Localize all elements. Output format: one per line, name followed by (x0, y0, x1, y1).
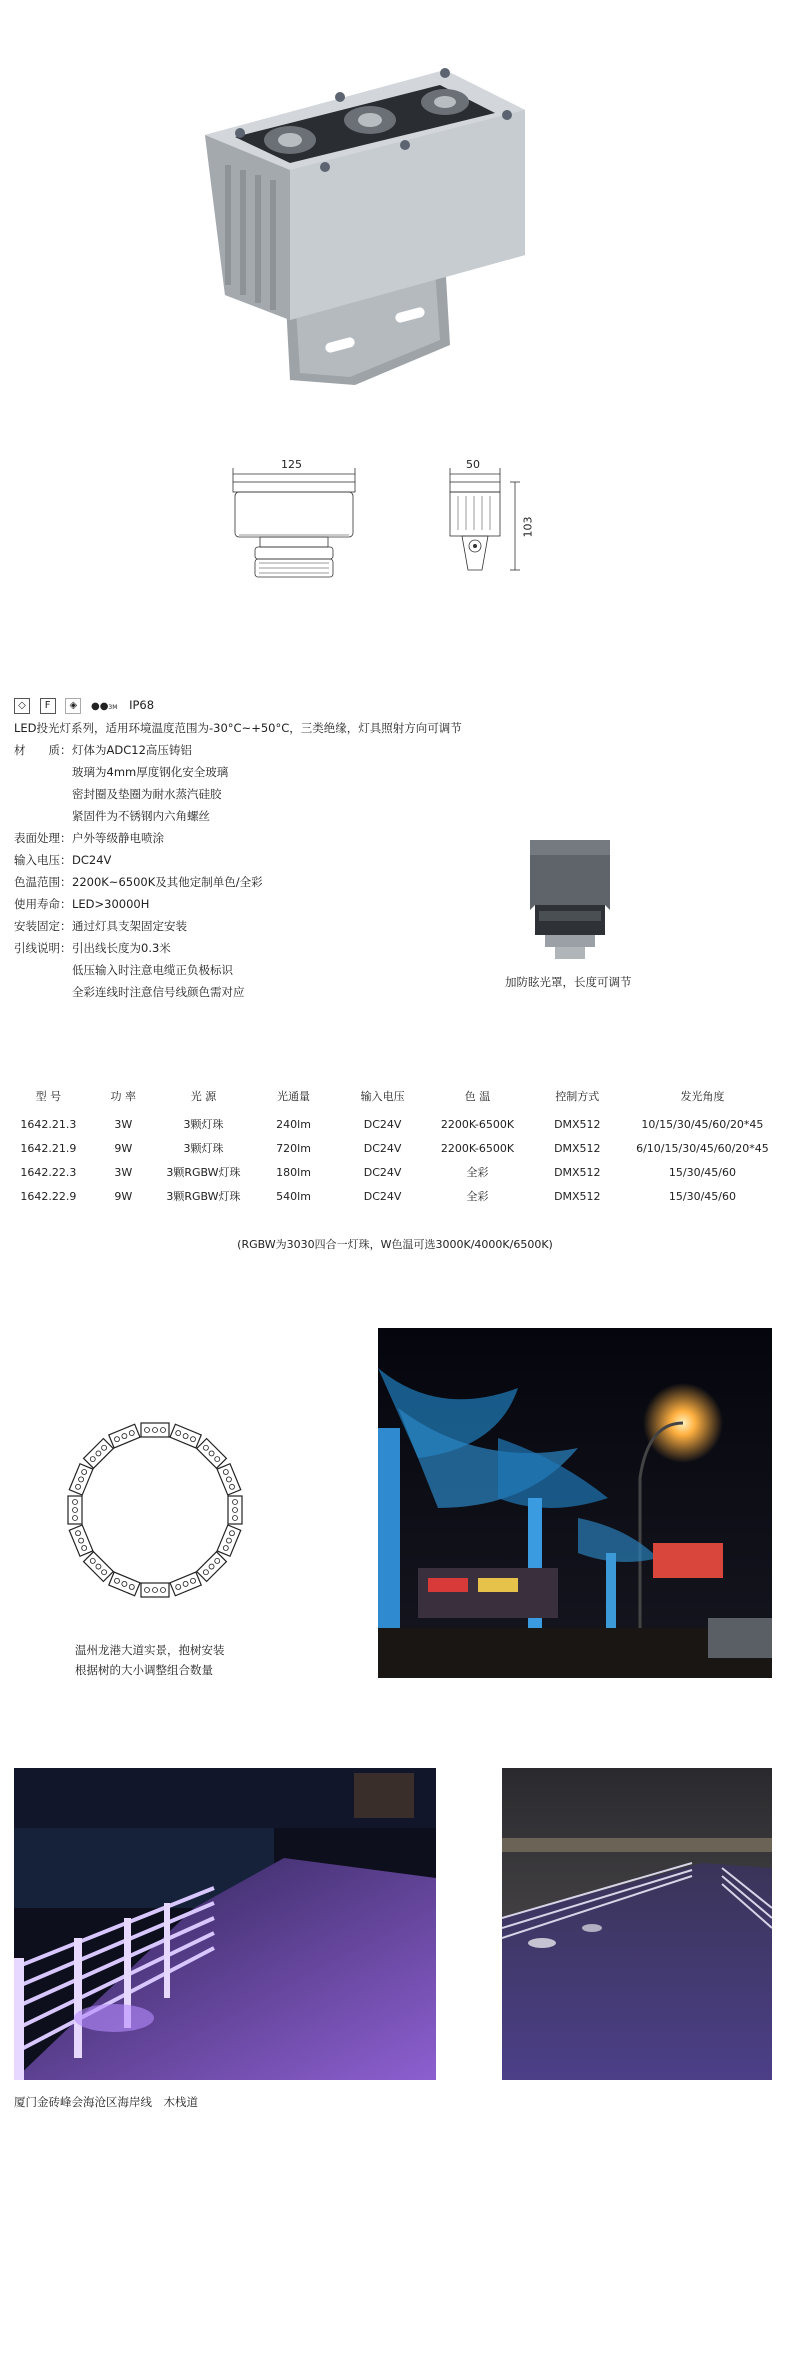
table-cell: 180lm (276, 1165, 311, 1179)
table-cell: 1642.22.9 (20, 1189, 77, 1203)
installation-surface-icon: ◈ (65, 698, 81, 714)
spec-wiring-line: 引出线长度为0.3米 (72, 941, 171, 955)
table-cell: DMX512 (554, 1117, 601, 1131)
table-cell: 15/30/45/60 (668, 1165, 736, 1179)
spec-install-value: 通过灯具支架固定安装 (72, 919, 187, 933)
spec-intro: LED投光灯系列，适用环境温度范围为-30°C~+50°C，三类绝缘，灯具照射方向可调节 (14, 721, 462, 735)
table-cell: 1642.21.3 (20, 1117, 77, 1131)
ring-fixture (68, 1496, 82, 1524)
table-cell: 3W (114, 1165, 133, 1179)
table-cell: 6/10/15/30/45/60/20*45 (636, 1141, 769, 1155)
table-cell: 9W (114, 1189, 133, 1203)
ring-fixture (141, 1423, 169, 1437)
case2-caption: 厦门金砖峰会海沧区海岸线 木栈道 (14, 2095, 198, 2109)
table-cell: 2200K-6500K (440, 1141, 515, 1155)
spec-life (14, 896, 149, 912)
spec-install (14, 918, 187, 934)
class-iii-icon: ◇ (14, 698, 30, 714)
boardwalk-photo-right (502, 1768, 772, 2080)
product-render (195, 55, 545, 385)
spec-material-line: 密封圈及垫圈为耐水蒸汽硅胶 (72, 787, 222, 801)
table-cell: 1642.21.9 (20, 1141, 77, 1155)
side-drawing (440, 460, 540, 600)
table-cell: 9W (114, 1141, 133, 1155)
spec-life-label: 使用寿命： (14, 897, 72, 911)
table-cell: 全彩 (466, 1190, 489, 1203)
spec-color-temp-label: 色温范围： (14, 875, 72, 889)
ring-fixture (197, 1439, 227, 1469)
front-width-label: 125 (281, 458, 302, 471)
table-cell: 15/30/45/60 (668, 1189, 736, 1203)
spec-material (14, 742, 192, 758)
spec-material-line: 紧固件为不锈钢内六角螺丝 (72, 809, 210, 823)
case1-caption-line: 根据树的大小调整组合数量 (75, 1663, 213, 1677)
spec-table (8, 1080, 778, 1208)
spec-surface (14, 830, 164, 846)
ring-fixture (141, 1583, 169, 1597)
table-cell: DMX512 (554, 1165, 601, 1179)
table-cell: 720lm (276, 1141, 311, 1155)
table-header-cell: 色 温 (464, 1090, 491, 1103)
table-cell: 3颗RGBW灯珠 (166, 1190, 241, 1203)
table-header-cell: 控制方式 (555, 1090, 600, 1103)
case1-caption-line: 温州龙港大道实景，抱树安装 (75, 1643, 225, 1657)
ring-fixture (217, 1464, 241, 1495)
table-header-row (8, 1080, 778, 1112)
spec-wiring (14, 940, 171, 956)
palm-tree-night-photo (378, 1328, 772, 1678)
table-cell: 3颗RGBW灯珠 (166, 1166, 241, 1179)
boardwalk-photo-left (14, 1768, 436, 2080)
table-cell: 3颗灯珠 (183, 1142, 224, 1155)
ip-rating-label: IP68 (129, 698, 155, 712)
table-cell: 3W (114, 1117, 133, 1131)
table-header-cell: 光通量 (277, 1090, 311, 1103)
spec-install-label: 安装固定： (14, 919, 72, 933)
spec-voltage-label: 输入电压： (14, 853, 72, 867)
ring-fixture (228, 1496, 242, 1524)
spec-wiring-line: 低压输入时注意电缆正负极标识 (72, 963, 233, 977)
table-header-cell: 光 源 (190, 1090, 217, 1103)
spec-color-temp-value: 2200K~6500K及其他定制单色/全彩 (72, 875, 263, 889)
table-note: (RGBW为3030四合一灯珠，W色温可选3000K/4000K/6500K) (237, 1238, 553, 1251)
table-cell: DMX512 (554, 1189, 601, 1203)
table-row (8, 1136, 778, 1160)
table-cell: 1642.22.3 (20, 1165, 77, 1179)
spec-life-value: LED>30000H (72, 897, 150, 911)
ring-fixture (217, 1525, 241, 1556)
spec-wiring-line: 全彩连线时注意信号线颜色需对应 (72, 985, 245, 999)
spec-material-label: 材 质： (14, 743, 72, 757)
table-cell: 240lm (276, 1117, 311, 1131)
table-row (8, 1184, 778, 1208)
table-header-cell: 输入电压 (360, 1090, 405, 1103)
cert-f-icon: F (40, 698, 56, 714)
table-cell: DMX512 (554, 1141, 601, 1155)
cert-icon-row (14, 696, 154, 714)
table-cell: 540lm (276, 1189, 311, 1203)
table-header-cell: 功 率 (110, 1090, 137, 1103)
water-depth-label: 3M (108, 704, 118, 711)
accessory-caption: 加防眩光罩，长度可调节 (505, 975, 632, 989)
ring-fixture (197, 1552, 227, 1582)
ring-fixture (109, 1572, 140, 1596)
spec-surface-value: 户外等级静电喷涂 (72, 831, 164, 845)
table-cell: 2200K-6500K (440, 1117, 515, 1131)
table-header-cell: 发光角度 (680, 1090, 725, 1103)
spec-voltage (14, 852, 111, 868)
side-width-label: 50 (466, 458, 480, 471)
table-cell: 10/15/30/45/60/20*45 (641, 1117, 764, 1131)
ring-install-diagram (55, 1410, 255, 1610)
table-row (8, 1112, 778, 1136)
spec-voltage-value: DC24V (72, 853, 112, 867)
table-cell: DC24V (363, 1189, 402, 1203)
ring-fixture (69, 1464, 93, 1495)
water-drop-icon: ●● (90, 701, 109, 712)
ring-fixture (84, 1552, 114, 1582)
accessory-image (525, 835, 615, 965)
front-drawing (225, 460, 365, 590)
ring-fixture (69, 1525, 93, 1556)
spec-material-line: 玻璃为4mm厚度钢化安全玻璃 (72, 765, 229, 779)
ring-fixture (109, 1424, 140, 1448)
table-cell: 3颗灯珠 (183, 1118, 224, 1131)
table-cell: 全彩 (466, 1166, 489, 1179)
table-row (8, 1160, 778, 1184)
spec-wiring-label: 引线说明： (14, 941, 72, 955)
side-height-label: 103 (521, 516, 535, 538)
table-cell: DC24V (363, 1117, 402, 1131)
spec-surface-label: 表面处理： (14, 831, 72, 845)
table-cell: DC24V (363, 1165, 402, 1179)
ring-fixture (84, 1439, 114, 1469)
ring-fixture (170, 1424, 201, 1448)
spec-material-line: 灯体为ADC12高压铸铝 (72, 743, 192, 757)
spec-color-temp (14, 874, 263, 890)
table-cell: DC24V (363, 1141, 402, 1155)
table-header-cell: 型 号 (35, 1090, 62, 1103)
ring-fixture (170, 1572, 201, 1596)
